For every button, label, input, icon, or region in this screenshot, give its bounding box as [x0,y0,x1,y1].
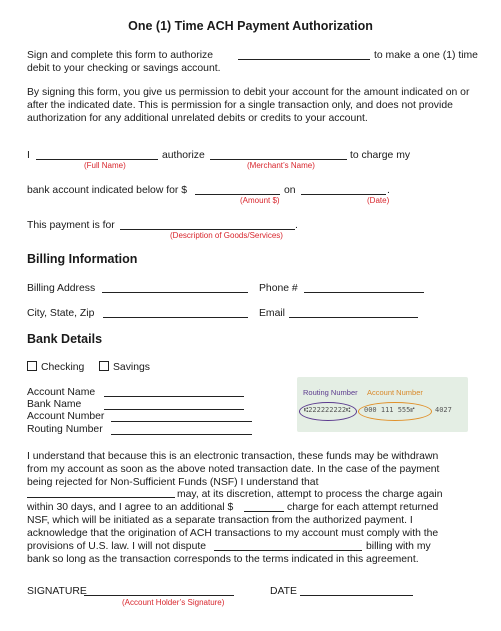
sample-account-label: Account Number [367,388,423,397]
sample-routing-label: Routing Number [303,388,358,397]
city-state-zip-label: City, State, Zip [27,308,95,319]
description-hint: (Description of Goods/Services) [170,231,283,240]
date-field[interactable] [301,194,386,195]
sample-check-digits: 4027 [435,406,452,414]
bank-name-field[interactable] [104,409,244,410]
permission-line-1: By signing this form, you give us permission to debit your account for the amount indicated on or [27,87,470,98]
checking-checkbox[interactable] [27,361,37,371]
sample-account-digits: 000 111 555⑈ [364,406,415,414]
phone-label: Phone # [259,283,298,294]
savings-label: Savings [113,362,150,373]
bank-heading: Bank Details [27,332,103,346]
full-name-hint: (Full Name) [84,161,126,170]
description-field[interactable] [120,229,295,230]
charge-label: to charge my [350,150,411,161]
checking-option[interactable] [27,361,84,374]
signature-date-field[interactable] [300,595,413,596]
account-name-label: Account Name [27,387,96,398]
date-sign-label: DATE [270,586,297,597]
payment-period: . [295,220,298,231]
sample-routing-digits: ⑆222222222⑆ [304,406,351,414]
merchant-name-field[interactable] [210,159,347,160]
email-label: Email [259,308,285,319]
terms-line-9: bank so long as the transaction corresponds to the terms indicated in this agreement. [27,554,419,565]
email-field[interactable] [289,317,418,318]
nsf-fee-field[interactable] [244,511,284,512]
terms-line-1: I understand that because this is an electronic transaction, these funds may be withdrawn [27,451,439,462]
i-label: I [27,150,30,161]
routing-number-label: Routing Number [27,424,103,435]
account-number-label: Account Number [27,411,105,422]
account-name-field[interactable] [104,396,244,397]
terms-line-3: being rejected for Non-Sufficient Funds (NSF) I understand that [27,477,319,488]
dispute-merchant-field[interactable] [214,550,362,551]
authorize-name-field[interactable] [238,59,370,60]
terms-line-8b: billing with my [366,541,431,552]
billing-heading: Billing Information [27,252,138,266]
amount-field[interactable] [195,194,280,195]
authorize-label: authorize [162,150,205,161]
terms-line-4: may, at its discretion, attempt to process the charge again [177,489,443,500]
date-hint: (Date) [367,196,390,205]
intro-text-1: Sign and complete this form to authorize [27,50,213,61]
on-label: on [284,185,296,196]
terms-line-7: acknowledge that the origination of ACH transactions to my account must comply with the [27,528,439,539]
sample-check-image [297,377,468,432]
terms-line-5b: charge for each attempt returned [287,502,439,513]
amount-hint: (Amount $) [240,196,280,205]
phone-field[interactable] [304,292,424,293]
account-number-field[interactable] [111,421,252,422]
billing-address-label: Billing Address [27,283,96,294]
bank-account-label: bank account indicated below for $ [27,185,188,196]
merchant-name-hint: (Merchant’s Name) [247,161,315,170]
page-title: One (1) Time ACH Payment Authorization [128,19,373,33]
permission-line-3: authorization for any additional unrelated debits or credits to your account. [27,113,368,124]
billing-address-field[interactable] [102,292,248,293]
intro-text-1b: to make a one (1) time [374,50,478,61]
signature-label: SIGNATURE [27,586,87,597]
permission-line-2: after the indicated date. This is permission for a single transaction only, and does not provide [27,100,453,111]
routing-number-field[interactable] [111,434,252,435]
terms-line-6: NSF, which will be initiated as a separate transaction from the authorized payment. I [27,515,413,526]
bank-name-label: Bank Name [27,399,82,410]
terms-line-8a: provisions of U.S. law. I will not dispute [27,541,207,552]
full-name-field[interactable] [36,159,158,160]
signature-field[interactable] [84,595,234,596]
account-holder-hint: (Account Holder’s Signature) [122,598,225,607]
savings-checkbox[interactable] [99,361,109,371]
date-period: . [387,185,390,196]
terms-line-2: from my account as soon as the above noted transaction date. In the case of the payment [27,464,440,475]
city-state-zip-field[interactable] [103,317,248,318]
nsf-merchant-field[interactable] [27,497,175,498]
intro-text-2: debit to your checking or savings account. [27,63,221,74]
terms-line-5a: within 30 days, and I agree to an additional $ [27,502,234,513]
payment-for-label: This payment is for [27,220,115,231]
savings-option[interactable] [99,361,150,374]
checking-label: Checking [41,362,85,373]
